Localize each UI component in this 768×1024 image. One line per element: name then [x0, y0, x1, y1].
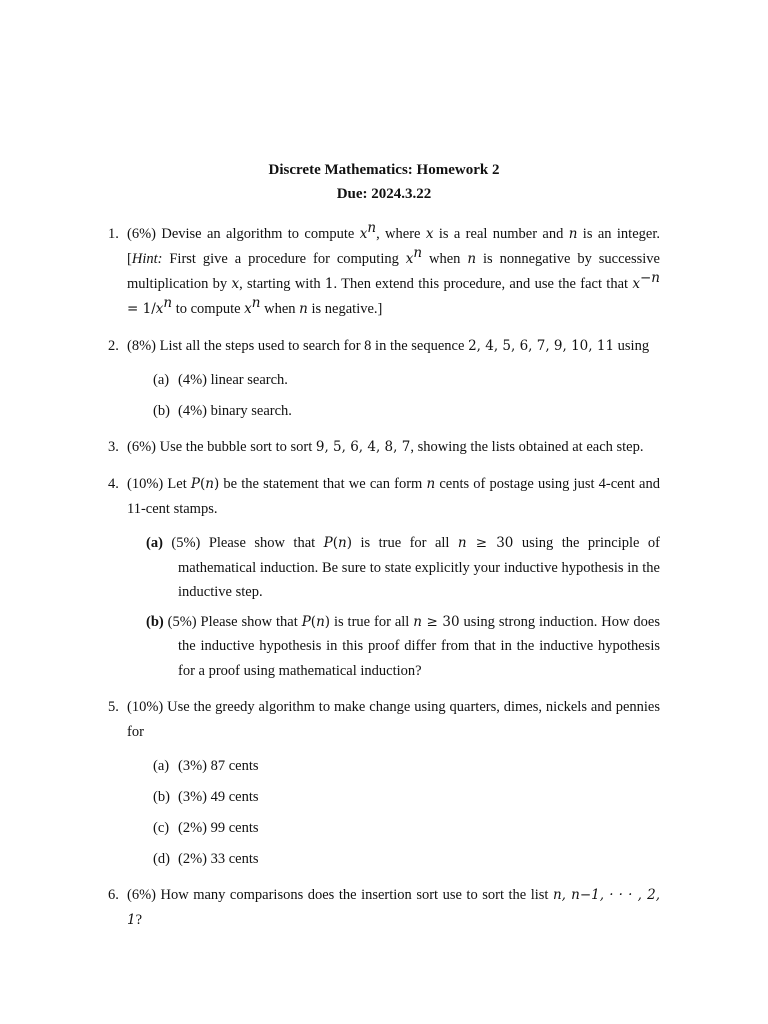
math-n: n [426, 476, 436, 492]
question-number: 5. [108, 699, 119, 715]
subquestion-text: (2%) 33 cents [178, 851, 259, 867]
math-list: , n−1, · · · , 2, 1 [127, 887, 660, 928]
math-n: n [299, 301, 308, 317]
subquestion-text: (5%) Please show that [162, 535, 324, 551]
question-text: , where [376, 226, 426, 242]
question-text: , starting with [239, 276, 325, 292]
due-date: Due: 2024.3.22 [336, 186, 432, 202]
question-number: 2. [108, 338, 119, 354]
math-x: x [359, 226, 368, 242]
math-n: n [251, 295, 261, 312]
math-P: P [323, 535, 333, 551]
math-x: x [231, 276, 240, 292]
question-3 [108, 435, 660, 460]
subquestion-a [127, 368, 660, 392]
math-paren: ( [199, 476, 206, 492]
math-paren: ) [324, 613, 331, 630]
subquestion-text: (4%) binary search. [178, 403, 292, 419]
subquestion-list [127, 531, 660, 683]
page-title: Discrete Mathematics: Homework 2 [268, 162, 500, 178]
question-text: (6%) Use the bubble sort to sort [127, 439, 316, 455]
subquestion-text: (2%) 99 cents [178, 820, 259, 836]
question-text: is a real number and [433, 226, 569, 242]
subquestion-d [127, 847, 660, 871]
question-text: when [422, 251, 468, 267]
math-n: n [413, 613, 422, 630]
math-geq: ≥ 30 [466, 535, 514, 551]
subquestion-text: (4%) linear search. [178, 372, 288, 388]
question-text: (6%) Devise an algorithm to compute [127, 226, 360, 242]
math-paren: ) [213, 476, 220, 492]
question-number: 6. [108, 887, 119, 903]
math-P: P [301, 613, 311, 630]
question-text: to compute [172, 301, 245, 317]
math-n: n [467, 251, 477, 267]
math-paren: ) [346, 535, 352, 551]
subquestion-b [127, 610, 660, 684]
math-sequence: 9, 5, 6, 4, 8, 7 [315, 439, 411, 455]
subquestion-text: (3%) 49 cents [178, 789, 259, 805]
math-n: n [205, 476, 214, 492]
subquestion-text: is true for all [330, 613, 414, 630]
subquestion-b [127, 399, 660, 423]
subquestion-text: using the principle of mathematical induction. Be sure to state explicitly your inductive hypothesis in the inductive step. [178, 535, 660, 600]
subquestion-label: (a) [153, 758, 170, 774]
math-n: n [552, 887, 562, 903]
question-text: (8%) List all the steps used to search for 8 in the sequence [127, 338, 469, 354]
subquestion-label: (b) [153, 403, 170, 419]
question-text: ? [135, 912, 143, 928]
subquestion-list [127, 754, 660, 871]
math-paren: ( [332, 535, 338, 551]
math-equals: = 1/ [127, 301, 156, 317]
question-text: First give a procedure for computing [162, 251, 406, 267]
math-n: n [413, 245, 423, 262]
math-n: n [457, 535, 467, 551]
subquestion-text: is true for all [351, 535, 458, 551]
question-text: be the statement that we can form [219, 476, 427, 492]
math-geq: ≥ 30 [421, 613, 460, 630]
question-text: when [260, 301, 300, 317]
hint-label: Hint: [131, 251, 163, 267]
math-x: x [155, 301, 164, 317]
math-n: n [367, 220, 377, 237]
question-text: cents of postage using just 4-cent and 11-cent stamps. [127, 476, 660, 517]
question-text: (10%) Use the greedy algorithm to make change using quarters, dimes, nickels and pennies for [127, 699, 660, 740]
question-text: (10%) Let [127, 476, 191, 492]
subquestion-label: (a) [153, 372, 170, 388]
question-number: 3. [108, 439, 119, 455]
question-text: is nonnegative by successive multiplication by [127, 251, 660, 292]
homework-page [108, 158, 660, 945]
subquestion-c [127, 816, 660, 840]
question-2 [108, 334, 660, 423]
question-text: . Then extend this procedure, and use the fact that [333, 276, 633, 292]
document-header [108, 158, 660, 206]
subquestion-text: (5%) Please show that [163, 613, 302, 630]
question-5 [108, 695, 660, 871]
question-1: 1. (6%) Devise an algorithm to compute $x^n$, where x is a real number and n is an integer. [Hint: First give a procedure for computing $x^n$ when n is nonnegative by successive multiplication by x, starting with 1. Then extend this procedure, and use the fact that $x^{-n} = 1/x^n$ to compute $x^n$ when n is negative.] [108, 220, 660, 317]
question-text: is negative.] [307, 301, 383, 317]
subquestion-label: (c) [153, 820, 170, 836]
subquestion-label: (a) [146, 535, 163, 551]
math-x: x [244, 301, 252, 317]
question-number: 4. [108, 476, 119, 492]
subquestion-label: (b) [146, 613, 164, 630]
subquestion-list [127, 368, 660, 423]
math-n: n [316, 613, 325, 630]
question-text: , showing the lists obtained at each step. [410, 439, 644, 455]
subquestion-text: (3%) 87 cents [178, 758, 259, 774]
subquestion-label: (d) [153, 851, 170, 867]
question-text: (6%) How many comparisons does the insertion sort use to sort the list [127, 887, 553, 903]
math-n: n [651, 270, 660, 287]
subquestion-label: (b) [153, 789, 170, 805]
math-n: n [568, 226, 578, 242]
math-paren: ( [310, 613, 317, 630]
question-text: using [614, 338, 650, 354]
question-text: is an integer. [ [127, 226, 660, 267]
subquestion-text: using strong induction. How does the inductive hypothesis in this proof differ from that in the inductive hypothesis for a proof using mathematical induction? [178, 613, 660, 679]
question-6 [108, 883, 660, 933]
math-n: n [163, 295, 173, 312]
math-P: P [190, 476, 200, 492]
math-sequence: 2, 4, 5, 6, 7, 9, 10, 11 [468, 338, 615, 354]
math-one: 1 [324, 276, 334, 292]
question-list [108, 222, 660, 933]
math-n: n [338, 535, 347, 551]
subquestion-b [127, 785, 660, 809]
subquestion-a [127, 531, 660, 605]
math-x: x [632, 276, 640, 292]
subquestion-a [127, 754, 660, 778]
question-4 [108, 472, 660, 683]
question-number: 1. [108, 226, 119, 242]
math-x: x [405, 251, 414, 267]
math-x: x [425, 226, 434, 242]
